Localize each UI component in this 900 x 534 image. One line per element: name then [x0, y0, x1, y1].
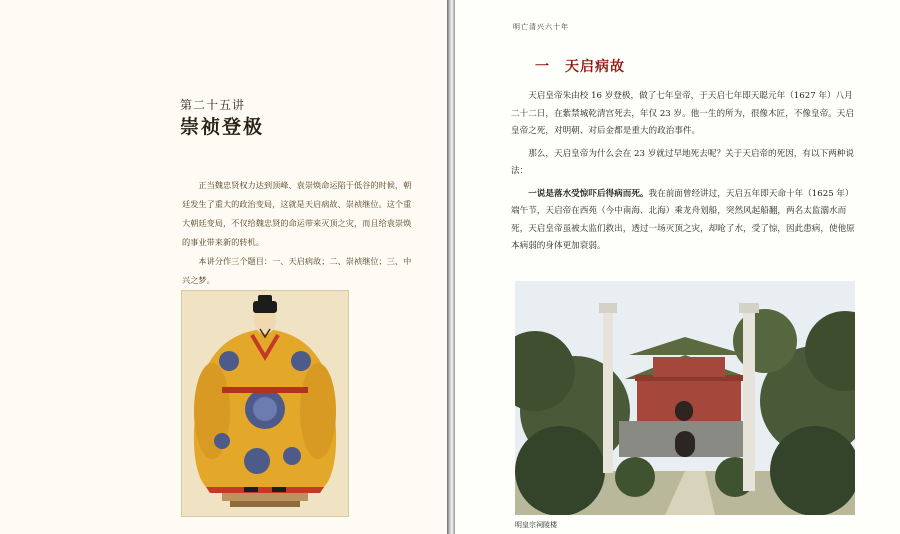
chapter-intro	[182, 176, 414, 290]
section-heading: 一 天启病故	[535, 59, 625, 75]
right-page	[455, 0, 900, 534]
body-text	[511, 88, 861, 261]
body-paragraph: 那么，天启皇帝为什么会在 23 岁就过早地死去呢？关于天启帝的死因，有以下两种说法：	[511, 148, 854, 176]
body-paragraph: 天启皇帝朱由校 16 岁登极，做了七年皇帝，于天启七年即天聪元年（1627 年）八月二十二日，在紫禁城乾清宫死去，年仅 23 岁。他一生的所为，很像木匠，不像皇帝。天启皇帝之死，对明朝、对后金都是重大的政治事件。	[511, 91, 854, 136]
emperor-portrait-image	[181, 290, 349, 517]
body-paragraph	[511, 186, 861, 256]
left-page	[0, 0, 447, 534]
photo-caption: 明皇宗祠陵楼	[515, 521, 557, 529]
intro-paragraph: 正当魏忠贤权力达到顶峰、袁崇焕命运陷于低谷的时候，朝廷发生了重大的政治变局，这就是天启病故、崇祯继位。这个重大朝廷变局，不仅给魏忠贤的命运带来灭顶之灾，而且给袁崇焕的事业带来新的转机。	[182, 180, 412, 247]
running-head: 明亡清兴六十年	[513, 23, 569, 31]
paragraph-rest: 我在前面曾经讲过，天启五年即天命十年（1625 年）端午节，天启帝在西苑（今中南海、北海）乘龙舟划船，突然风起船翻，两名太监溺水而死，天启皇帝虽被太监们救出，透过一场灭顶之灾，却呛了水，受了惊，因此患病，使他原本病弱的身体更加衰弱。	[511, 188, 855, 251]
chapter-title: 崇祯登极	[180, 116, 265, 138]
paragraph-lead-bold: 一说是落水受惊吓后得病而死。	[528, 188, 649, 199]
mausoleum-photo	[515, 281, 855, 515]
book-spine	[447, 0, 455, 534]
lecture-label: 第二十五讲	[180, 98, 246, 112]
intro-paragraph: 本讲分作三个题目：一、天启病故；二、崇祯继位；三、中兴之梦。	[182, 256, 412, 285]
